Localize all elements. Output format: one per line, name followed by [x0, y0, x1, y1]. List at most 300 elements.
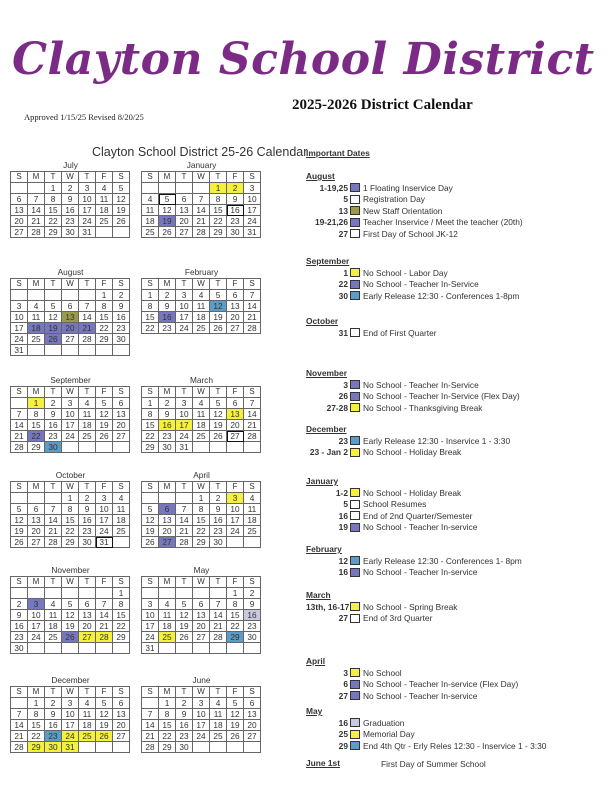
day-cell: 23 [45, 731, 62, 742]
day-cell: 5 [176, 599, 193, 610]
day-cell: 3 [79, 183, 96, 194]
empty-cell [96, 345, 113, 356]
weekday-header: M [159, 577, 176, 588]
event-row [306, 717, 606, 729]
empty-cell [79, 643, 96, 654]
event-color-swatch [350, 448, 360, 457]
day-cell: 16 [176, 720, 193, 731]
event-row [306, 435, 606, 447]
event-row [306, 510, 606, 522]
event-row [306, 567, 606, 579]
empty-cell [210, 742, 227, 753]
empty-cell [244, 442, 261, 453]
day-cell: 2 [62, 183, 79, 194]
day-cell: 6 [227, 398, 244, 409]
day-cell: 12 [62, 610, 79, 621]
day-cell: 15 [113, 610, 130, 621]
empty-cell [79, 290, 96, 301]
important-dates-panel [306, 148, 606, 769]
empty-cell [142, 493, 159, 504]
weekday-header: W [62, 387, 79, 398]
day-cell: 25 [79, 731, 96, 742]
day-cell: 8 [227, 599, 244, 610]
weekday-header: T [79, 172, 96, 183]
day-cell: 5 [142, 504, 159, 515]
day-cell: 25 [45, 632, 62, 643]
weekday-header: T [45, 172, 62, 183]
day-cell: 31 [176, 442, 193, 453]
month-june [141, 675, 262, 753]
event-color-swatch [350, 268, 360, 277]
day-cell: 22 [142, 431, 159, 442]
day-cell: 22 [28, 731, 45, 742]
event-text: No School - Teacher In-Service [363, 379, 479, 390]
day-cell: 7 [11, 709, 28, 720]
event-text: First Day of School JK-12 [363, 228, 458, 239]
empty-cell [96, 643, 113, 654]
day-cell: 16 [113, 312, 130, 323]
day-cell: 23 [210, 526, 227, 537]
day-cell: 25 [96, 216, 113, 227]
weekday-header: T [79, 482, 96, 493]
month-grid [10, 576, 130, 654]
day-cell: 12 [210, 301, 227, 312]
weekday-header: M [28, 482, 45, 493]
empty-cell [244, 643, 261, 654]
day-cell: 5 [159, 194, 176, 205]
day-cell: 3 [96, 493, 113, 504]
event-text: No School - Thanksgiving Break [363, 402, 483, 413]
day-cell: 15 [45, 205, 62, 216]
section-march [306, 590, 606, 624]
day-cell: 6 [113, 398, 130, 409]
day-cell: 27 [62, 334, 79, 345]
day-cell: 4 [244, 493, 261, 504]
weekday-header: M [28, 577, 45, 588]
weekday-header: F [227, 577, 244, 588]
day-cell: 8 [62, 504, 79, 515]
event-row [306, 667, 606, 679]
day-cell: 1 [193, 493, 210, 504]
day-cell: 28 [244, 323, 261, 334]
event-color-swatch [350, 500, 360, 509]
weekday-header: S [11, 687, 28, 698]
day-cell: 6 [159, 504, 176, 515]
month-name: October [55, 470, 86, 480]
day-cell: 18 [96, 205, 113, 216]
day-cell: 11 [79, 709, 96, 720]
empty-cell [210, 442, 227, 453]
day-cell: 7 [45, 504, 62, 515]
day-cell: 23 [159, 323, 176, 334]
day-cell: 9 [227, 194, 244, 205]
day-cell: 4 [159, 599, 176, 610]
event-date: 1-19,25 [319, 182, 348, 193]
event-color-swatch [350, 668, 360, 677]
day-cell: 10 [176, 409, 193, 420]
event-color-swatch [350, 206, 360, 215]
section-august [306, 171, 606, 240]
day-cell: 26 [227, 731, 244, 742]
day-cell: 19 [210, 312, 227, 323]
weekday-header: F [227, 482, 244, 493]
day-cell: 16 [210, 515, 227, 526]
day-cell: 1 [45, 183, 62, 194]
day-cell: 1 [28, 698, 45, 709]
event-date: 13th, 16-17 [306, 601, 350, 612]
event-date: 22 [338, 279, 348, 290]
day-cell: 18 [210, 720, 227, 731]
day-cell: 28 [244, 431, 261, 442]
empty-cell [142, 183, 159, 194]
section-may [306, 706, 606, 752]
day-cell: 21 [176, 526, 193, 537]
empty-cell [96, 742, 113, 753]
event-text: End of First Quarter [363, 327, 437, 338]
weekday-header: W [193, 482, 210, 493]
day-cell: 16 [11, 621, 28, 632]
month-october [10, 470, 131, 548]
day-cell: 28 [142, 742, 159, 753]
day-cell: 11 [244, 504, 261, 515]
day-cell: 13 [159, 515, 176, 526]
month-name: June [192, 675, 211, 685]
weekday-header: W [193, 387, 210, 398]
day-cell: 8 [28, 709, 45, 720]
month-september [10, 375, 131, 453]
event-text: No School [363, 667, 402, 678]
event-row [306, 690, 606, 702]
day-cell: 3 [142, 599, 159, 610]
empty-cell [79, 345, 96, 356]
weekday-header: W [62, 172, 79, 183]
empty-cell [28, 493, 45, 504]
event-row [306, 391, 606, 403]
empty-cell [113, 442, 130, 453]
event-date: 5 [343, 194, 348, 205]
day-cell: 21 [11, 731, 28, 742]
day-cell: 23 [11, 632, 28, 643]
month-name: July [63, 160, 78, 170]
day-cell: 13 [11, 205, 28, 216]
day-cell: 3 [193, 698, 210, 709]
day-cell: 14 [210, 610, 227, 621]
weekday-header: F [96, 279, 113, 290]
event-color-swatch [350, 511, 360, 520]
weekday-header: S [142, 172, 159, 183]
day-cell: 12 [210, 409, 227, 420]
event-color-swatch [350, 614, 360, 623]
event-color-swatch [350, 730, 360, 739]
month-name: May [193, 565, 210, 575]
month-grid [141, 386, 261, 453]
day-cell: 1 [28, 398, 45, 409]
empty-cell [193, 442, 210, 453]
empty-cell [159, 493, 176, 504]
day-cell: 8 [113, 599, 130, 610]
day-cell: 31 [62, 742, 79, 753]
day-cell: 15 [142, 420, 159, 431]
weekday-header: M [159, 172, 176, 183]
section-november [306, 368, 606, 414]
day-cell: 30 [176, 742, 193, 753]
day-cell: 15 [28, 420, 45, 431]
day-cell: 9 [244, 599, 261, 610]
day-cell: 23 [244, 621, 261, 632]
empty-cell [113, 643, 130, 654]
day-cell: 16 [244, 610, 261, 621]
section-april [306, 656, 606, 702]
day-cell: 5 [11, 504, 28, 515]
day-cell: 22 [96, 323, 113, 334]
event-date: 3 [343, 379, 348, 390]
day-cell: 13 [244, 709, 261, 720]
day-cell: 29 [159, 742, 176, 753]
event-text: Memorial Day [363, 729, 415, 740]
weekday-header: S [113, 172, 130, 183]
day-cell: 11 [193, 301, 210, 312]
day-cell: 17 [176, 312, 193, 323]
day-cell: 16 [45, 420, 62, 431]
day-cell: 12 [45, 312, 62, 323]
day-cell: 9 [210, 504, 227, 515]
day-cell: 15 [227, 610, 244, 621]
day-cell: 20 [62, 323, 79, 334]
weekday-header: W [193, 687, 210, 698]
weekday-header: M [28, 687, 45, 698]
day-cell: 3 [176, 398, 193, 409]
important-dates-heading: Important Dates [306, 148, 370, 158]
day-cell: 12 [96, 709, 113, 720]
day-cell: 10 [193, 709, 210, 720]
day-cell: 9 [45, 709, 62, 720]
day-cell: 14 [244, 409, 261, 420]
day-cell: 25 [193, 431, 210, 442]
month-name: December [51, 675, 90, 685]
event-date: 19-21,26 [314, 217, 348, 228]
day-cell: 19 [96, 420, 113, 431]
day-cell: 4 [210, 698, 227, 709]
empty-cell [244, 537, 261, 548]
day-cell: 30 [45, 742, 62, 753]
day-cell: 21 [11, 431, 28, 442]
day-cell: 3 [28, 599, 45, 610]
day-cell: 18 [79, 420, 96, 431]
event-date: 23 [338, 435, 348, 446]
day-cell: 3 [244, 183, 261, 194]
weekday-header: T [176, 387, 193, 398]
day-cell: 13 [193, 610, 210, 621]
weekday-header: S [11, 172, 28, 183]
event-row [306, 379, 606, 391]
day-cell: 18 [193, 420, 210, 431]
empty-cell [193, 742, 210, 753]
empty-cell [45, 290, 62, 301]
day-cell: 24 [96, 526, 113, 537]
day-cell: 17 [28, 621, 45, 632]
day-cell: 19 [96, 720, 113, 731]
day-cell: 19 [62, 621, 79, 632]
event-text: No School - Teacher In-service [363, 567, 478, 578]
weekday-header: F [96, 687, 113, 698]
event-text: First Day of Summer School [381, 758, 486, 769]
day-cell: 5 [45, 301, 62, 312]
day-cell: 10 [62, 409, 79, 420]
day-cell: 8 [96, 301, 113, 312]
event-row [306, 279, 606, 291]
day-cell: 18 [113, 515, 130, 526]
day-cell: 2 [45, 698, 62, 709]
approval-note: Approved 1/15/25 Revised 8/20/25 [24, 112, 144, 122]
day-cell: 19 [176, 621, 193, 632]
event-row [306, 228, 606, 240]
weekday-header: T [45, 279, 62, 290]
event-date: 31 [338, 327, 348, 338]
day-cell: 15 [96, 312, 113, 323]
event-color-swatch [350, 195, 360, 204]
weekday-header: M [159, 387, 176, 398]
section-september [306, 256, 606, 302]
event-date: 12 [338, 555, 348, 566]
empty-cell [244, 742, 261, 753]
day-cell: 25 [142, 227, 159, 238]
event-date: 6 [343, 679, 348, 690]
day-cell: 6 [62, 301, 79, 312]
section-october [306, 316, 606, 339]
empty-cell [227, 442, 244, 453]
weekday-header: T [79, 279, 96, 290]
weekday-header: W [193, 577, 210, 588]
weekday-header: S [142, 687, 159, 698]
empty-cell [142, 698, 159, 709]
month-january [141, 160, 262, 238]
day-cell: 27 [244, 731, 261, 742]
day-cell: 28 [210, 632, 227, 643]
event-row [306, 182, 606, 194]
day-cell: 4 [96, 183, 113, 194]
day-cell: 14 [193, 205, 210, 216]
weekday-header: W [62, 577, 79, 588]
section-january [306, 476, 606, 533]
day-cell: 20 [11, 216, 28, 227]
event-text: No School - Labor Day [363, 267, 448, 278]
empty-cell [28, 345, 45, 356]
day-cell: 19 [210, 420, 227, 431]
section-heading: June 1st [306, 758, 340, 768]
day-cell: 27 [176, 227, 193, 238]
day-cell: 30 [62, 227, 79, 238]
day-cell: 11 [142, 205, 159, 216]
weekday-header: F [227, 172, 244, 183]
day-cell: 2 [210, 493, 227, 504]
day-cell: 6 [79, 599, 96, 610]
day-cell: 14 [28, 205, 45, 216]
section-heading: April [306, 656, 326, 666]
day-cell: 6 [176, 194, 193, 205]
day-cell: 24 [193, 731, 210, 742]
day-cell: 14 [45, 515, 62, 526]
day-cell: 16 [45, 720, 62, 731]
weekday-header: T [79, 387, 96, 398]
day-cell: 17 [96, 515, 113, 526]
day-cell: 19 [45, 323, 62, 334]
day-cell: 26 [176, 632, 193, 643]
section-february [306, 544, 606, 578]
month-august [10, 267, 131, 356]
district-title: Clayton School District [12, 34, 595, 85]
weekday-header: S [244, 577, 261, 588]
month-grid [10, 278, 130, 356]
day-cell: 7 [244, 290, 261, 301]
empty-cell [227, 742, 244, 753]
day-cell: 3 [176, 290, 193, 301]
empty-cell [176, 643, 193, 654]
day-cell: 15 [142, 312, 159, 323]
weekday-header: F [227, 387, 244, 398]
day-cell: 19 [142, 526, 159, 537]
day-cell: 6 [227, 290, 244, 301]
event-text: Graduation [363, 717, 405, 728]
day-cell: 17 [79, 205, 96, 216]
event-date: 27 [338, 228, 348, 239]
weekday-header: T [210, 279, 227, 290]
event-text: No School - Teacher In-Service (Flex Day) [363, 391, 520, 402]
weekday-header: F [96, 482, 113, 493]
day-cell: 26 [11, 537, 28, 548]
day-cell: 3 [11, 301, 28, 312]
empty-cell [45, 588, 62, 599]
day-cell: 4 [113, 493, 130, 504]
empty-cell [62, 442, 79, 453]
day-cell: 27 [193, 632, 210, 643]
event-text: No School - Teacher In-Service [363, 279, 479, 290]
day-cell: 9 [62, 194, 79, 205]
empty-cell [96, 588, 113, 599]
day-cell: 30 [159, 442, 176, 453]
event-color-swatch [350, 291, 360, 300]
month-grid [141, 171, 261, 238]
day-cell: 4 [79, 398, 96, 409]
day-cell: 29 [28, 742, 45, 753]
empty-cell [210, 588, 227, 599]
day-cell: 28 [79, 334, 96, 345]
empty-cell [113, 537, 130, 548]
empty-cell [11, 398, 28, 409]
day-cell: 8 [28, 409, 45, 420]
day-cell: 31 [142, 643, 159, 654]
day-cell: 9 [159, 409, 176, 420]
event-text: No School - Spring Break [363, 601, 458, 612]
day-cell: 26 [210, 323, 227, 334]
event-color-swatch [350, 691, 360, 700]
event-text: No School - Teacher In-service [363, 690, 478, 701]
weekday-header: M [28, 172, 45, 183]
event-row [306, 290, 606, 302]
weekday-header: S [11, 387, 28, 398]
empty-cell [176, 183, 193, 194]
weekday-header: W [193, 279, 210, 290]
day-cell: 24 [142, 632, 159, 643]
day-cell: 8 [193, 504, 210, 515]
day-cell: 4 [142, 194, 159, 205]
day-cell: 25 [79, 431, 96, 442]
day-cell: 10 [227, 504, 244, 515]
day-cell: 10 [11, 312, 28, 323]
day-cell: 3 [62, 398, 79, 409]
day-cell: 7 [28, 194, 45, 205]
day-cell: 6 [113, 698, 130, 709]
day-cell: 28 [193, 227, 210, 238]
